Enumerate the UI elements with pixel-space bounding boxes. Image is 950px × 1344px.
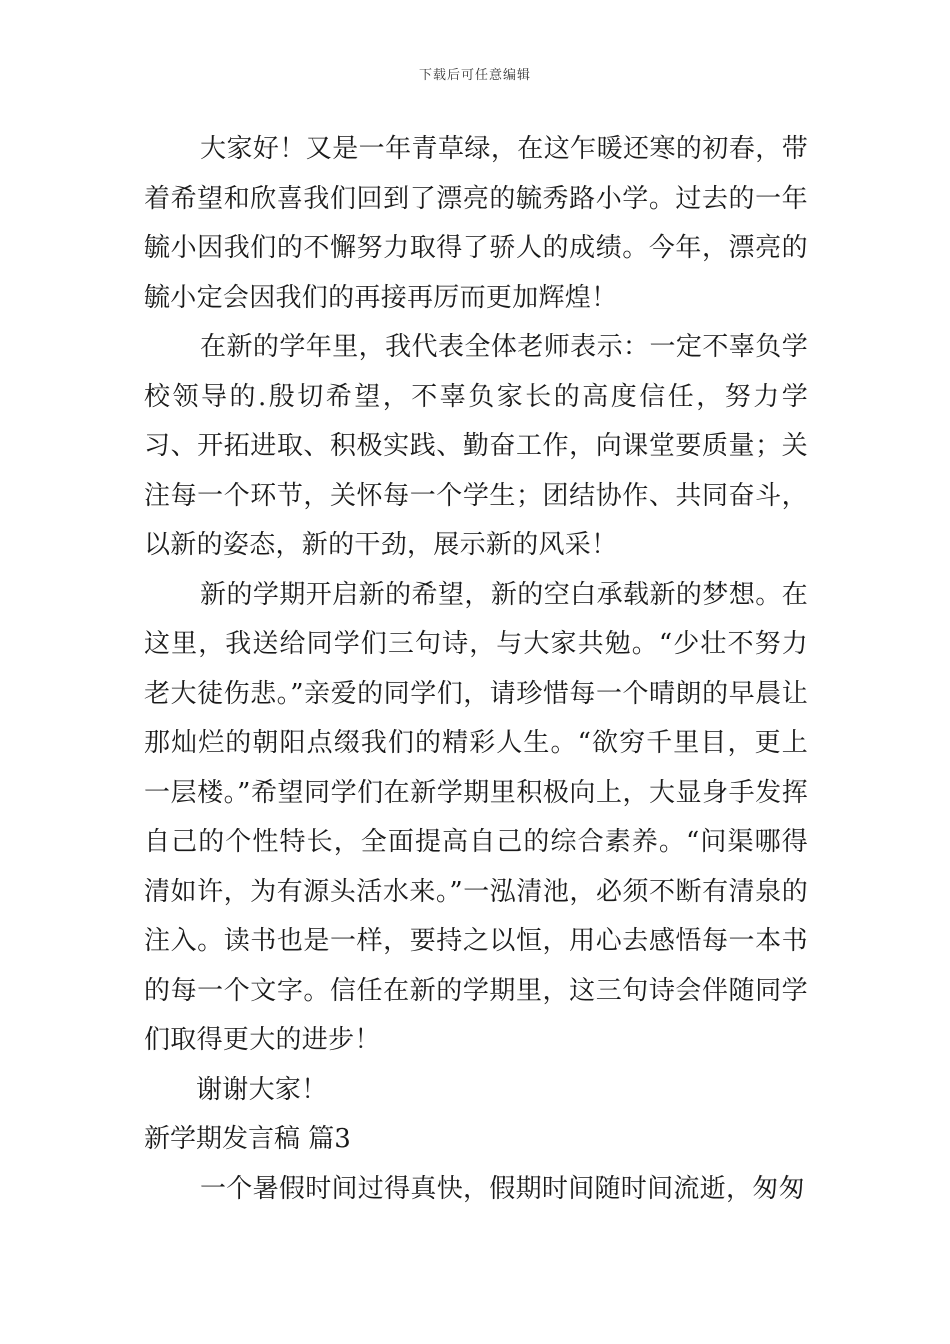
- paragraph-greeting: 大家好！又是一年青草绿，在这乍暖还寒的初春，带着希望和欣喜我们回到了漂亮的毓秀路小学。过去的一年毓小因我们的不懈努力取得了骄人的成绩。今年，漂亮的毓小定会因我们的再接再厉而更加辉煌！: [144, 134, 808, 313]
- paragraph-poems: 新的学期开启新的希望，新的空白承载新的梦想。在这里，我送给同学们三句诗，与大家共勉。“少壮不努力老大徒伤悲。”亲爱的同学们，请珍惜每一个晴朗的早晨让那灿烂的朝阳点缀我们的精彩人生。“欲穷千里目，更上一层楼。”希望同学们在新学期里积极向上，大显身手发挥自己的个性特长，全面提高自己的综合素养。“问渠哪得清如许，为有源头活水来。”一泓清池，必须不断有清泉的注入。读书也是一样，要持之以恒，用心去感悟每一本书的每一个文字。信任在新的学期里，这三句诗会伴随同学们取得更大的进步！: [144, 579, 808, 1055]
- document-body: [144, 125, 808, 1214]
- paragraph-next-section: 一个暑假时间过得真快，假期时间随时间流逝，匆匆: [200, 1173, 805, 1204]
- paragraph-pledge: 在新的学年里，我代表全体老师表示：一定不辜负学校领导的.殷切希望，不辜负家长的高度信任，努力学习、开拓进取、积极实践、勤奋工作，向课堂要质量；关注每一个环节，关怀每一个学生；团结协作、共同奋斗，以新的姿态，新的干劲，展示新的风采！: [144, 332, 808, 560]
- closing-thanks: 谢谢大家！: [196, 1074, 328, 1105]
- page-header: 下载后可任意编辑: [418, 68, 531, 83]
- section-title: 新学期发言稿 篇3: [144, 1124, 351, 1154]
